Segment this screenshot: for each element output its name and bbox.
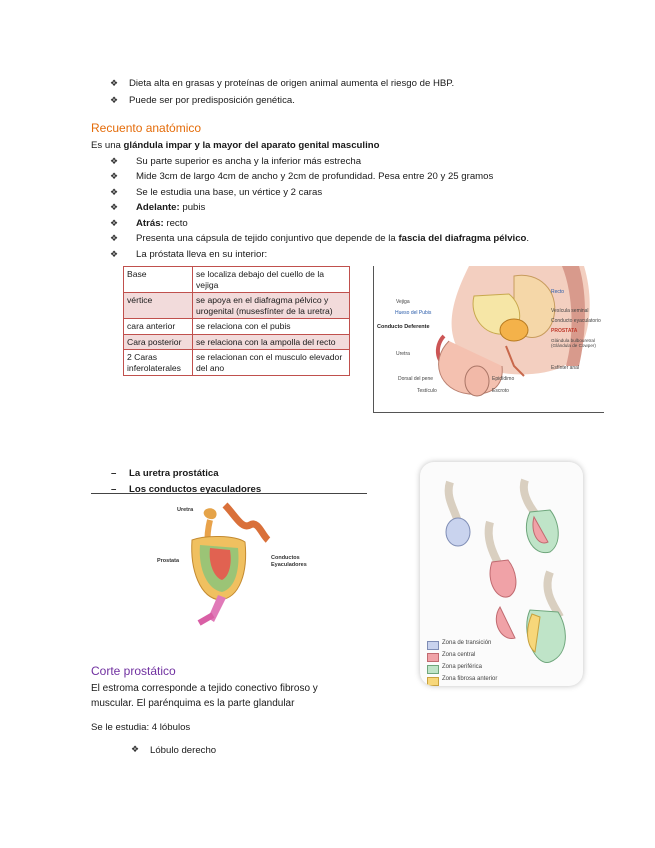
figure-label: Conductos Eyaculadores bbox=[271, 555, 307, 568]
paragraph-line: muscular. El parénquima es la parte glandular bbox=[91, 698, 295, 709]
dash-icon: – bbox=[111, 468, 117, 479]
section-intro bbox=[91, 140, 379, 152]
section-title-recuento: Recuento anatómico bbox=[91, 121, 202, 135]
bullet-diamond-icon: ❖ bbox=[110, 249, 119, 259]
figure-label: Hueso del Pubis bbox=[395, 310, 432, 316]
list-item-adelante bbox=[136, 202, 205, 214]
paragraph-line: El estroma corresponde a tejido conectivo fibroso y bbox=[91, 683, 318, 694]
table-cell: se relaciona con la ampolla del recto bbox=[193, 334, 350, 350]
figure-label: Escroto bbox=[492, 388, 509, 394]
figure-label: Conducto eyaculatorio bbox=[551, 318, 601, 324]
dash-item: La uretra prostática bbox=[129, 468, 219, 479]
table-cell: se relacionan con el musculo elevador del ano bbox=[193, 350, 350, 376]
list-item-lobulo: Lóbulo derecho bbox=[150, 745, 217, 756]
atras-value: recto bbox=[163, 218, 188, 229]
divider-line bbox=[91, 493, 367, 494]
adelante-label: Adelante: bbox=[136, 202, 180, 213]
list-item-capsula bbox=[136, 233, 529, 245]
bullet-text: Dieta alta en grasas y proteínas de origen animal aumenta el riesgo de HBP. bbox=[129, 78, 455, 89]
figure-label: Testículo bbox=[417, 388, 437, 394]
figure-label: Recto bbox=[551, 289, 565, 295]
anatomy-table bbox=[123, 266, 350, 376]
table-cell: se apoya en el diafragma pélvico y urogenital (musesfínter de la uretra) bbox=[193, 293, 350, 319]
table-row bbox=[124, 319, 350, 335]
bullet-diamond-icon: ❖ bbox=[110, 202, 119, 212]
table-row bbox=[124, 334, 350, 350]
bullet-diamond-icon: ❖ bbox=[110, 95, 119, 105]
atras-label: Atrás: bbox=[136, 218, 164, 229]
table-cell: 2 Caras inferolaterales bbox=[124, 350, 193, 376]
capsula-pre: Presenta una cápsula de tejido conjuntivo que depende de la bbox=[136, 233, 399, 244]
figure-label: Glándula bulbouretral (Glándula de Cowper) bbox=[551, 338, 596, 348]
paragraph-estudia: Se le estudia: 4 lóbulos bbox=[91, 722, 191, 733]
figure-label: Vesícula seminal bbox=[551, 308, 589, 314]
legend-label: Zona fibrosa anterior bbox=[442, 676, 498, 682]
intro-pre: Es una bbox=[91, 140, 124, 151]
bullet-diamond-icon: ❖ bbox=[110, 156, 119, 166]
dash-item: Los conductos eyaculadores bbox=[129, 484, 262, 495]
bullet-diamond-icon: ❖ bbox=[110, 233, 119, 243]
list-item-atras bbox=[136, 218, 188, 230]
prostate-illustration bbox=[150, 500, 290, 630]
bullet-diamond-icon: ❖ bbox=[110, 187, 119, 197]
table-cell: Base bbox=[124, 267, 193, 293]
table-cell: Cara posterior bbox=[124, 334, 193, 350]
capsula-post: . bbox=[526, 233, 530, 244]
table-cell: se localiza debajo del cuello de la vejiga bbox=[193, 267, 350, 293]
table-cell: vértice bbox=[124, 293, 193, 319]
prostate-zones-figure bbox=[420, 462, 583, 686]
figure-label: PROSTATA bbox=[551, 328, 578, 334]
figure-label: Dorsal del pene bbox=[398, 376, 434, 382]
figure-label: Vejiga bbox=[396, 299, 410, 305]
legend-label: Zona central bbox=[442, 652, 476, 658]
legend-label: Zona periférica bbox=[442, 664, 483, 670]
capsula-bold: fascia del diafragma pélvico bbox=[398, 233, 527, 244]
adelante-value: pubis bbox=[179, 202, 206, 213]
bullet-diamond-icon: ❖ bbox=[131, 744, 140, 754]
bullet-text: Puede ser por predisposición genética. bbox=[129, 95, 295, 106]
table-row bbox=[124, 350, 350, 376]
list-item: Su parte superior es ancha y la inferior más estrecha bbox=[136, 156, 362, 167]
table-cell: cara anterior bbox=[124, 319, 193, 335]
bullet-diamond-icon: ❖ bbox=[110, 218, 119, 228]
figure-label: Conducto Deferente bbox=[377, 324, 430, 330]
legend-swatch bbox=[427, 665, 439, 674]
figure-label: Uretra bbox=[177, 507, 194, 513]
table-cell: se relaciona con el pubis bbox=[193, 319, 350, 335]
legend-swatch bbox=[427, 677, 439, 686]
dash-icon: – bbox=[111, 484, 117, 495]
list-item: Se le estudia una base, un vértice y 2 caras bbox=[136, 187, 323, 198]
table-row bbox=[124, 267, 350, 293]
figure-label: Epidídimo bbox=[492, 376, 515, 382]
figure-label: Uretra bbox=[396, 351, 410, 357]
legend-swatch bbox=[427, 641, 439, 650]
list-item: La próstata lleva en su interior: bbox=[136, 249, 268, 260]
legend-swatch bbox=[427, 653, 439, 662]
figure-label: Prostata bbox=[157, 558, 180, 564]
bullet-diamond-icon: ❖ bbox=[110, 78, 119, 88]
list-item: Mide 3cm de largo 4cm de ancho y 2cm de profundidad. Pesa entre 20 y 25 gramos bbox=[136, 171, 494, 182]
figure-label: Esfínter anal bbox=[551, 365, 580, 371]
legend-label: Zona de transición bbox=[442, 640, 492, 646]
section-title-corte: Corte prostático bbox=[91, 664, 176, 678]
anatomy-figure bbox=[373, 266, 604, 413]
bullet-diamond-icon: ❖ bbox=[110, 171, 119, 181]
intro-bold: glándula impar y la mayor del aparato genital masculino bbox=[123, 140, 380, 151]
table-row bbox=[124, 293, 350, 319]
prostate-figure bbox=[150, 500, 307, 630]
